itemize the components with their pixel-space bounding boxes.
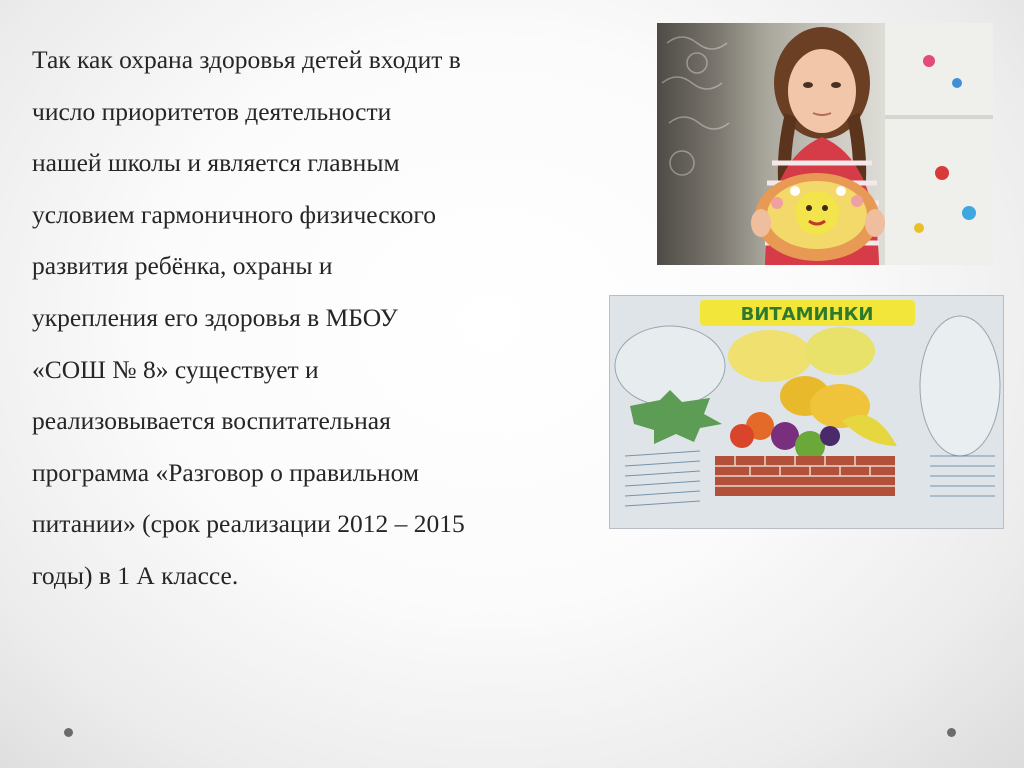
body-line: укрепления его здоровья в МБОУ <box>32 302 398 332</box>
body-line: «СОШ № 8» существует и <box>32 354 319 384</box>
fridge-magnet <box>952 78 962 88</box>
slide-corner-dot-left <box>64 728 73 737</box>
slide-corner-dot-right <box>947 728 956 737</box>
body-line: развития ребёнка, охраны и <box>32 251 333 281</box>
body-line: реализовывается воспитательная <box>32 406 391 436</box>
girl-photo-drawing <box>657 23 993 265</box>
body-line: годы) в 1 А классе. <box>32 560 239 590</box>
body-line: условием гармоничного физического <box>32 199 436 229</box>
fridge-magnet <box>923 55 935 67</box>
body-line: программа «Разговор о правильном <box>32 457 420 487</box>
body-line: нашей школы и является главным <box>32 148 400 178</box>
body-line: питании» (срок реализации 2012 – 2015 <box>32 509 465 539</box>
lace-curtain <box>662 37 729 175</box>
poster-drawing <box>610 296 1003 528</box>
girl-with-plate-photo <box>657 23 993 265</box>
fridge-magnet <box>962 206 976 220</box>
slide-body-text <box>32 34 572 602</box>
fridge-magnet <box>935 166 949 180</box>
body-line: Так как охрана здоровья детей входит в <box>32 45 461 74</box>
body-line: число приоритетов деятельности <box>32 96 392 126</box>
fridge <box>885 23 993 265</box>
fridge-magnet <box>914 223 924 233</box>
vitamins-poster-photo <box>609 295 1004 529</box>
poster-title: ВИТАМИНКИ <box>740 304 874 325</box>
